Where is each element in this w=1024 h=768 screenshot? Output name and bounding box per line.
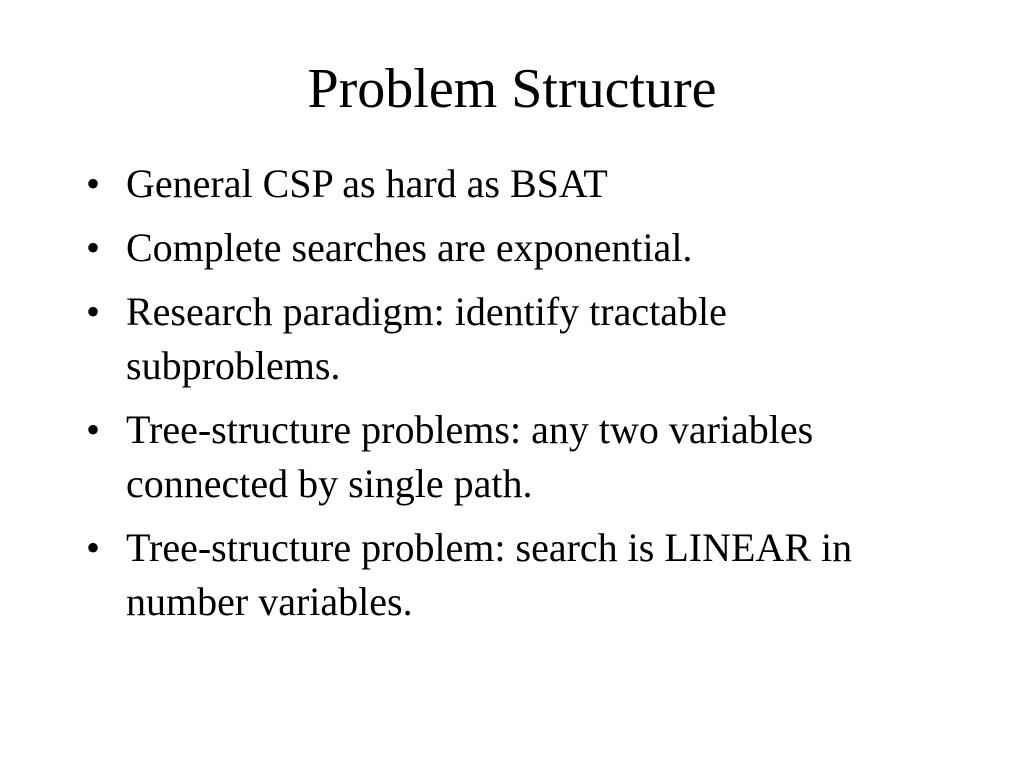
bullet-item bbox=[86, 157, 946, 211]
bullet-text: Tree-structure problem: search is LINEAR in number variables. bbox=[126, 525, 853, 624]
bullet-text: Complete searches are exponential. bbox=[126, 225, 693, 270]
bullet-text: Research paradigm: identify tractable subproblems. bbox=[126, 289, 727, 388]
bullet-icon: • bbox=[86, 525, 101, 570]
bullet-text: Tree-structure problems: any two variables connected by single path. bbox=[126, 407, 814, 506]
bullet-icon: • bbox=[86, 161, 101, 206]
bullet-icon: • bbox=[86, 225, 101, 270]
bullet-item bbox=[86, 403, 946, 511]
bullet-text: General CSP as hard as BSAT bbox=[126, 161, 608, 206]
bullet-list bbox=[86, 157, 946, 639]
slide-title: Problem Structure bbox=[307, 58, 717, 120]
bullet-item bbox=[86, 221, 946, 275]
bullet-icon: • bbox=[86, 289, 101, 334]
bullet-icon: • bbox=[86, 407, 101, 452]
bullet-item bbox=[86, 521, 946, 629]
bullet-item bbox=[86, 285, 946, 393]
